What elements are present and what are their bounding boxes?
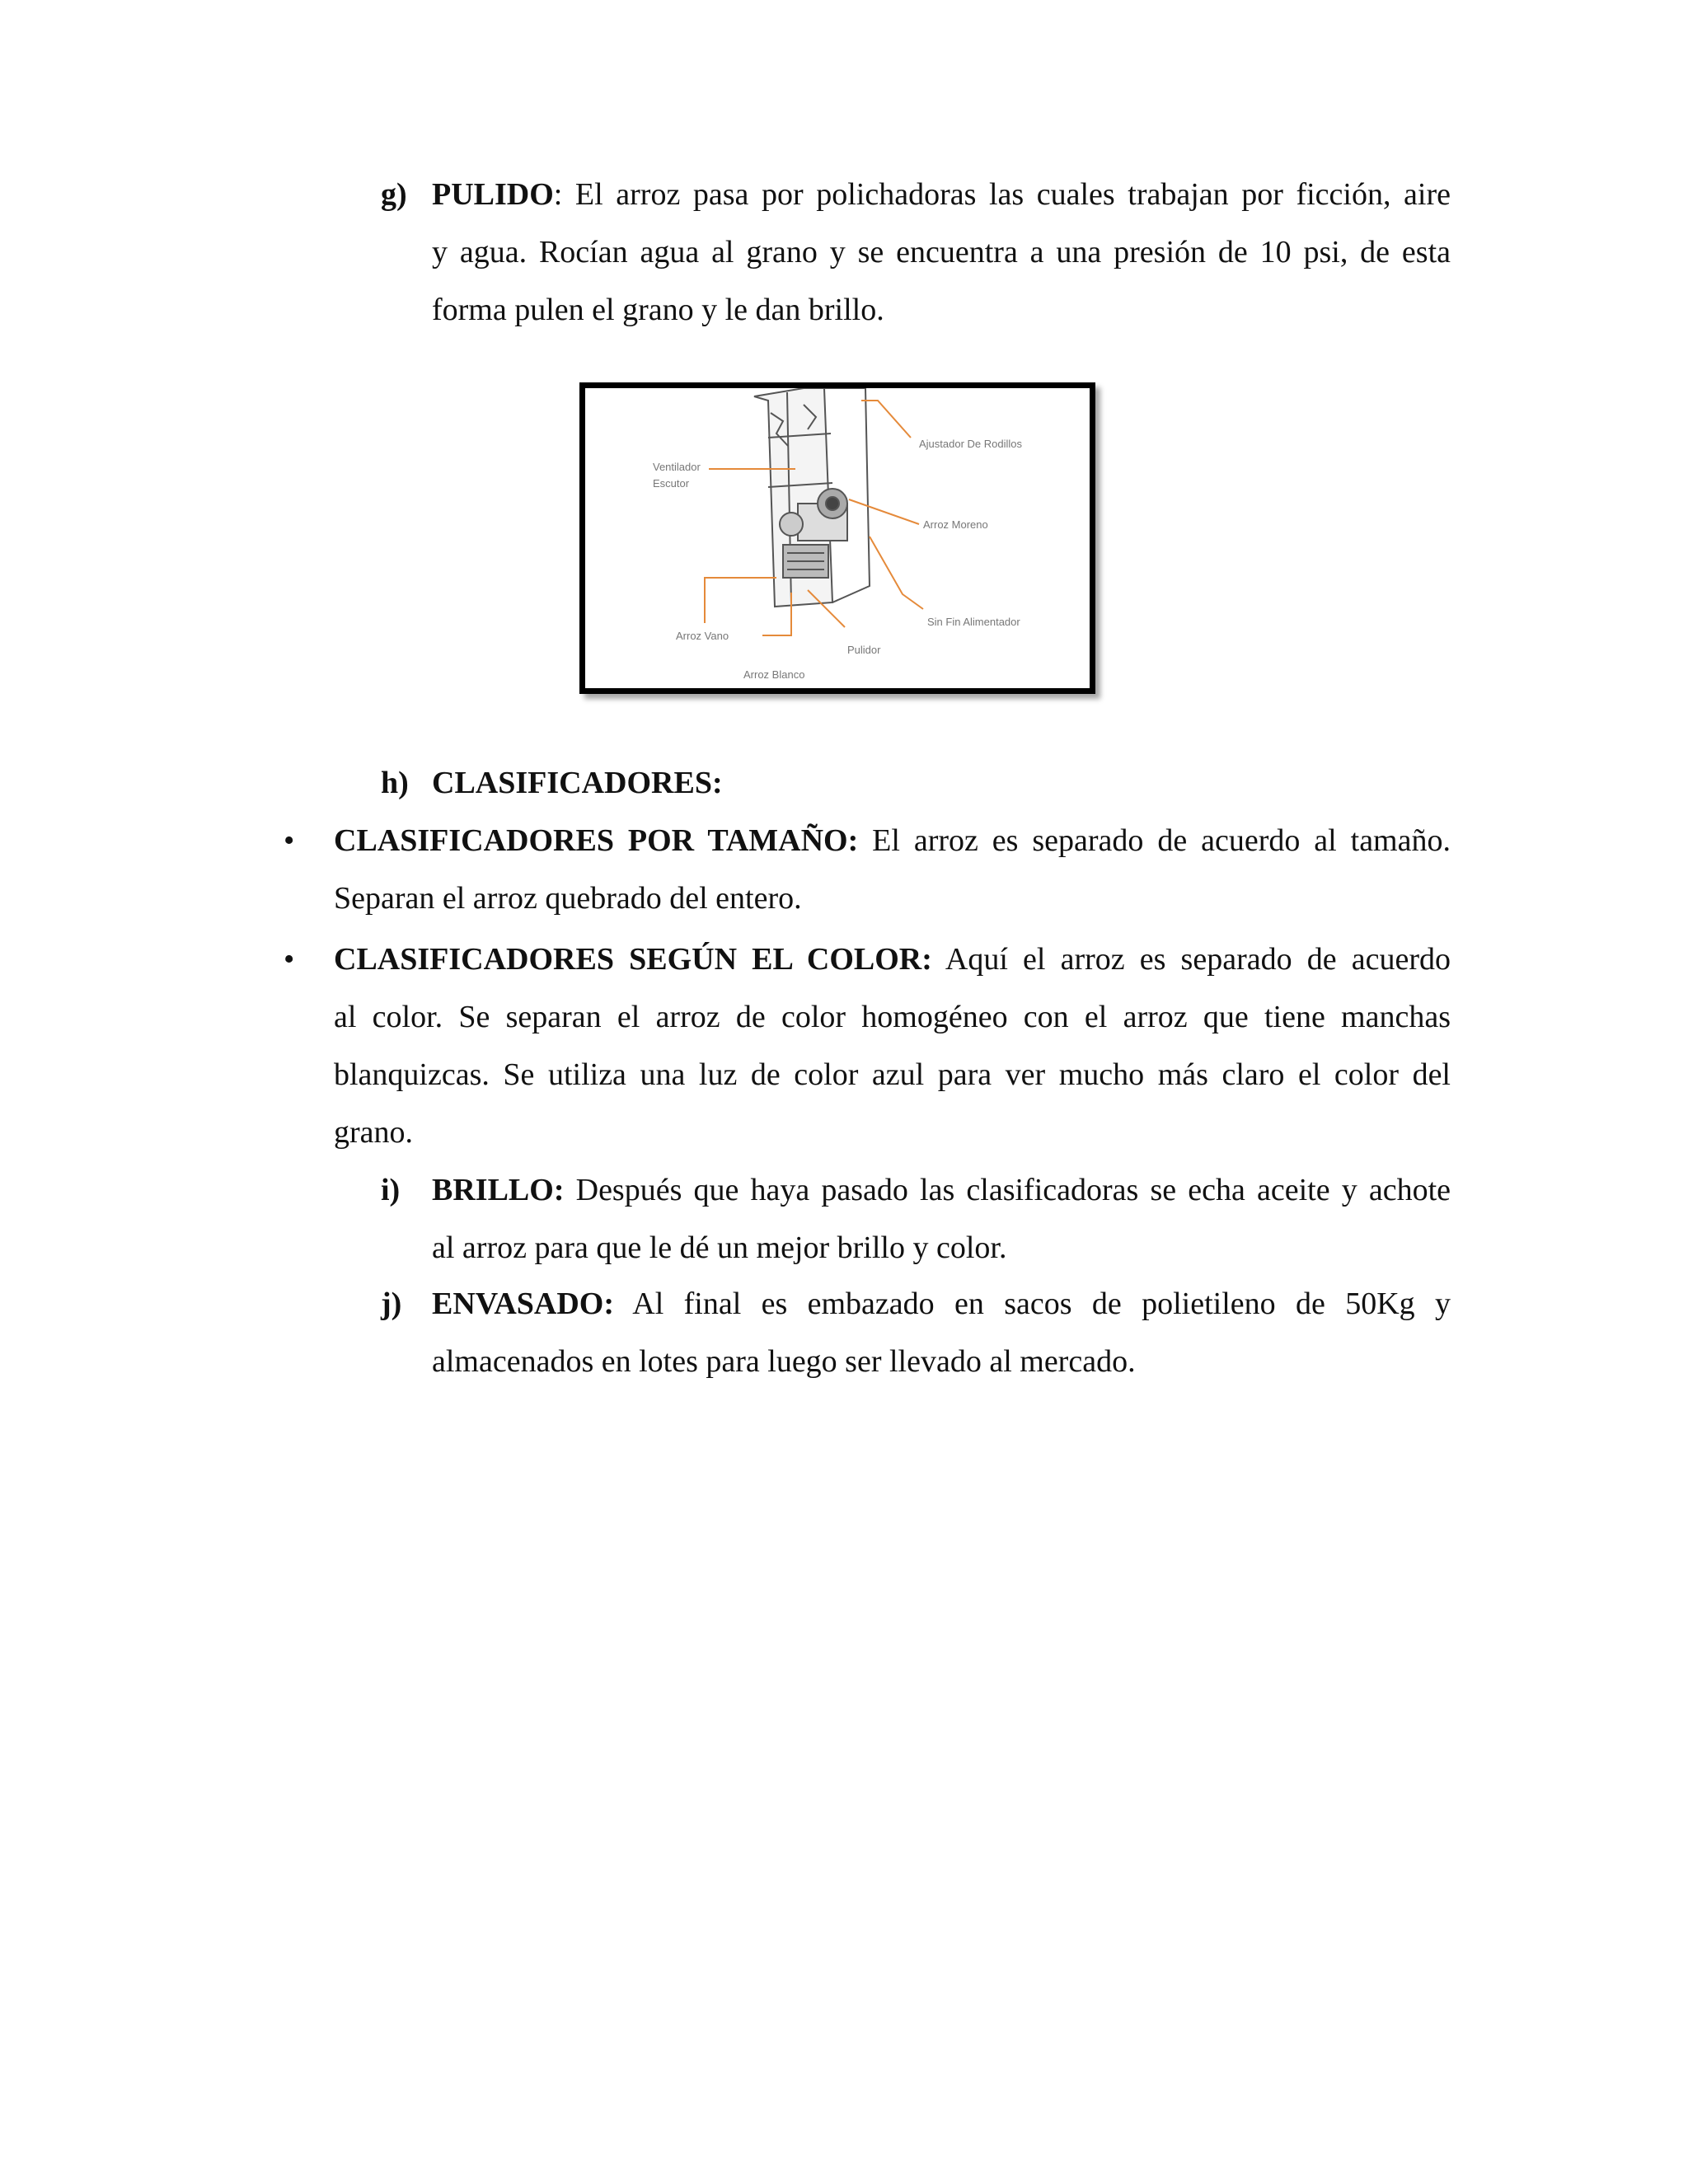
section-i-line-2: al arroz para que le dé un mejor brillo y color. [432,1230,1007,1265]
section-i-line-1 [432,1170,1451,1210]
label-arroz-vano: Arroz Vano [676,630,729,642]
bullet-2-line-3: blanquizcas. Se utiliza una luz de color azul para ver mucho más claro el color del [334,1057,1451,1092]
bullet-1-title: CLASIFICADORES POR TAMAÑO: [334,823,859,858]
section-g-marker: g) [381,177,407,212]
label-sin-fin: Sin Fin Alimentador [927,616,1020,628]
section-j-title: ENVASADO: [432,1286,615,1321]
bullet-1-text-1: El arroz es separado de acuerdo al tamaño. [858,823,1451,858]
section-i-text-1: Después que haya pasado las clasificadoras se echa aceite y achote [564,1173,1451,1207]
section-i-marker: i) [381,1173,401,1207]
section-j-text-1: Al final es embazado en sacos de polietileno de 50Kg y [614,1286,1451,1321]
section-g-text-1: : El arroz pasa por polichadoras las cuales trabajan por ficción, aire [553,177,1451,212]
bullet-1-line-1 [334,821,1451,860]
label-ventilador-1: Ventilador [653,461,701,473]
rice-polisher-diagram [579,382,1095,694]
section-j-line-2: almacenados en lotes para luego ser llevado al mercado. [432,1344,1136,1379]
label-ajustador: Ajustador De Rodillos [919,438,1023,450]
label-arroz-blanco: Arroz Blanco [743,668,805,681]
section-h-title: CLASIFICADORES: [432,766,723,800]
label-pulidor: Pulidor [847,644,881,656]
bullet-1-symbol: • [284,823,295,858]
bullet-2-title: CLASIFICADORES SEGÚN EL COLOR: [334,942,932,977]
section-j-marker: j) [381,1286,402,1321]
label-arroz-moreno: Arroz Moreno [923,518,988,531]
section-g-line-2: y agua. Rocían agua al grano y se encuentra a una presión de 10 psi, de esta [432,235,1451,269]
bullet-1-line-2: Separan el arroz quebrado del entero. [334,881,802,916]
bullet-2-symbol: • [284,942,295,977]
bullet-2-line-1 [334,940,1451,979]
polisher-illustration [585,388,1090,688]
bullet-2-line-2: al color. Se separan el arroz de color homogéneo con el arroz que tiene manchas [334,1000,1451,1034]
section-g-title: PULIDO [432,177,554,212]
section-g-line-1 [432,175,1451,214]
section-g-line-3: forma pulen el grano y le dan brillo. [432,293,884,327]
section-h-marker: h) [381,766,409,800]
label-ventilador-2: Escutor [653,477,690,490]
section-j-line-1 [432,1284,1451,1324]
bullet-2-text-1: Aquí el arroz es separado de acuerdo [931,942,1451,977]
section-i-title: BRILLO: [432,1173,565,1207]
bullet-2-line-4: grano. [334,1115,414,1150]
